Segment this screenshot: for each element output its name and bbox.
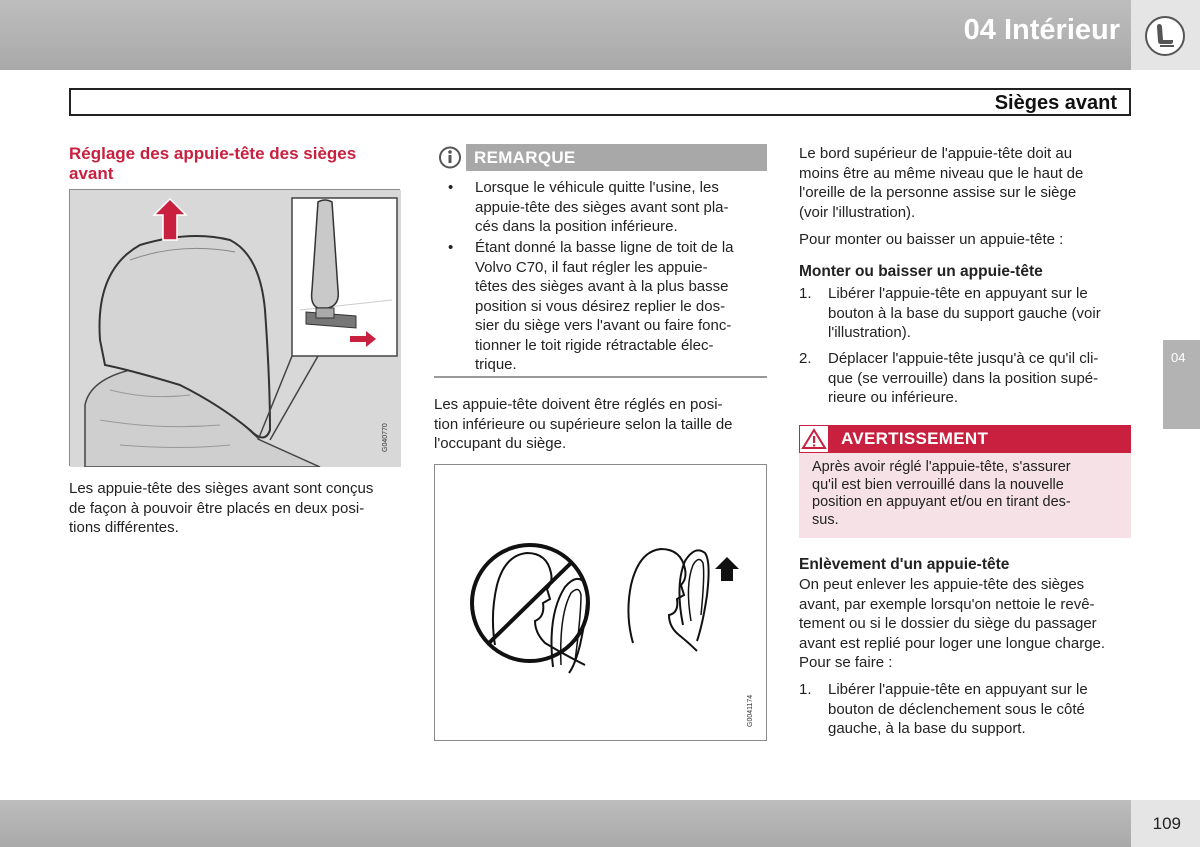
text-line: trique.	[475, 356, 517, 373]
text-line: On peut enlever les appuie-tête des sièges	[799, 576, 1085, 593]
warning-header	[799, 425, 1131, 453]
heading-line: avant	[69, 164, 114, 183]
section-title-bar	[69, 88, 1131, 116]
warning-text	[812, 459, 1117, 529]
seat-icon	[1142, 15, 1188, 57]
chapter-title: 04 Intérieur	[963, 14, 1120, 46]
text-line: avant est replié pour loger une longue charge.	[799, 634, 1106, 652]
text-line: rieure ou inférieure.	[828, 389, 959, 406]
note-label: REMARQUE	[474, 148, 576, 167]
bullet-text	[475, 178, 755, 237]
text-line: tionner le toit rigide rétractable élec-	[475, 336, 714, 354]
text-line: tions différentes.	[69, 519, 179, 536]
step-text	[828, 284, 1128, 343]
figure-code: G040770	[382, 423, 389, 452]
subheading: Enlèvement d'un appuie-tête	[799, 556, 1010, 573]
text-line: Le bord supérieur de l'appuie-tête doit au	[799, 145, 1073, 162]
text-line: Libérer l'appuie-tête en appuyant sur le	[828, 681, 1088, 698]
text-line: bouton de déclenchement sous le côté	[828, 700, 1085, 718]
subheading: Monter ou baisser un appuie-tête	[799, 263, 1043, 280]
text-line: gauche, à la base du support.	[828, 720, 1026, 737]
side-tab-label: 04	[1171, 350, 1186, 365]
info-icon	[434, 144, 466, 171]
chapter-side-tab	[1163, 340, 1200, 429]
text-line: moins être au même niveau que le haut de	[799, 164, 1084, 182]
text-line: de façon à pouvoir être placés en deux posi-	[69, 499, 365, 517]
page-number: 109	[1152, 814, 1181, 833]
text-line: Étant donné la basse ligne de toit de la	[475, 239, 734, 256]
headrest-height-illustration	[434, 464, 767, 741]
text-line: cés dans la position inférieure.	[475, 218, 678, 235]
text-line: Lorsque le véhicule quitte l'usine, les	[475, 179, 719, 196]
bullet-text	[475, 238, 755, 375]
note-box	[434, 144, 767, 378]
step-number: 1.	[799, 285, 812, 302]
text-line: position en appuyant et/ou en tirant des-	[812, 494, 1071, 510]
text-line: position si vous désirez replier le dos-	[475, 297, 726, 315]
text-line: l'illustration).	[828, 324, 911, 341]
middle-body	[434, 395, 767, 454]
heading-line: Réglage des appuie-tête des sièges	[69, 144, 357, 163]
text-line: sier du siège vers l'avant ou faire fonc-	[475, 317, 732, 334]
text-line: Volvo C70, il faut régler les appuie-	[475, 258, 708, 276]
section-title: Sièges avant	[994, 92, 1117, 114]
chapter-icon-box	[1131, 0, 1200, 70]
headrest-drawing	[70, 190, 401, 467]
page-number-box	[1131, 800, 1200, 847]
warning-triangle-icon	[799, 425, 829, 453]
bullet-dot: •	[448, 179, 454, 196]
removal-text	[799, 575, 1133, 673]
text-line: bouton à la base du support gauche (voir	[828, 304, 1101, 322]
headrest-release-illustration	[69, 189, 400, 466]
warning-box	[799, 425, 1131, 538]
left-heading	[69, 144, 399, 184]
text-line: têtes des sièges avant à la plus basse	[475, 278, 729, 295]
footer-bar	[0, 800, 1131, 847]
text-line: (voir l'illustration).	[799, 203, 916, 221]
text-line: Les appuie-tête doivent être réglés en posi-	[434, 396, 723, 413]
left-body	[69, 479, 400, 538]
header-bar	[0, 0, 1200, 70]
step-number: 2.	[799, 350, 812, 367]
step-text	[828, 680, 1128, 739]
text-line: Les appuie-tête des sièges avant sont conçus	[69, 480, 374, 497]
text-line: l'occupant du siège.	[434, 435, 567, 452]
right-intro	[799, 144, 1131, 222]
step-text	[828, 349, 1128, 408]
text-line: Libérer l'appuie-tête en appuyant sur le	[828, 285, 1088, 302]
step-number: 1.	[799, 681, 812, 698]
text-line: Déplacer l'appuie-tête jusqu'à ce qu'il cli-	[828, 350, 1099, 367]
text-line: Après avoir réglé l'appuie-tête, s'assurer	[812, 459, 1071, 475]
text-line: qu'il est bien verrouillé dans la nouvelle	[812, 476, 1064, 493]
text-line: appuie-tête des sièges avant sont pla-	[475, 198, 729, 216]
text-line: tion inférieure ou supérieure selon la taille de	[434, 415, 733, 433]
text-line: sus.	[812, 511, 839, 528]
note-header	[434, 144, 767, 171]
headrest-height-drawing	[435, 465, 768, 742]
text-line: tement ou si le dossier du siège du passager	[799, 615, 1097, 632]
text-line: l'oreille de la personne assise sur le siège	[799, 184, 1077, 201]
warning-label: AVERTISSEMENT	[841, 429, 989, 448]
intro-2: Pour monter ou baisser un appuie-tête :	[799, 231, 1064, 248]
bullet-dot: •	[448, 239, 454, 256]
text-line: avant, par exemple lorsqu'on nettoie le revê-	[799, 595, 1095, 613]
figure-code: G0041174	[747, 694, 754, 727]
text-line: que (se verrouille) dans la position supé-	[828, 369, 1099, 387]
text-line: Pour se faire :	[799, 654, 893, 671]
